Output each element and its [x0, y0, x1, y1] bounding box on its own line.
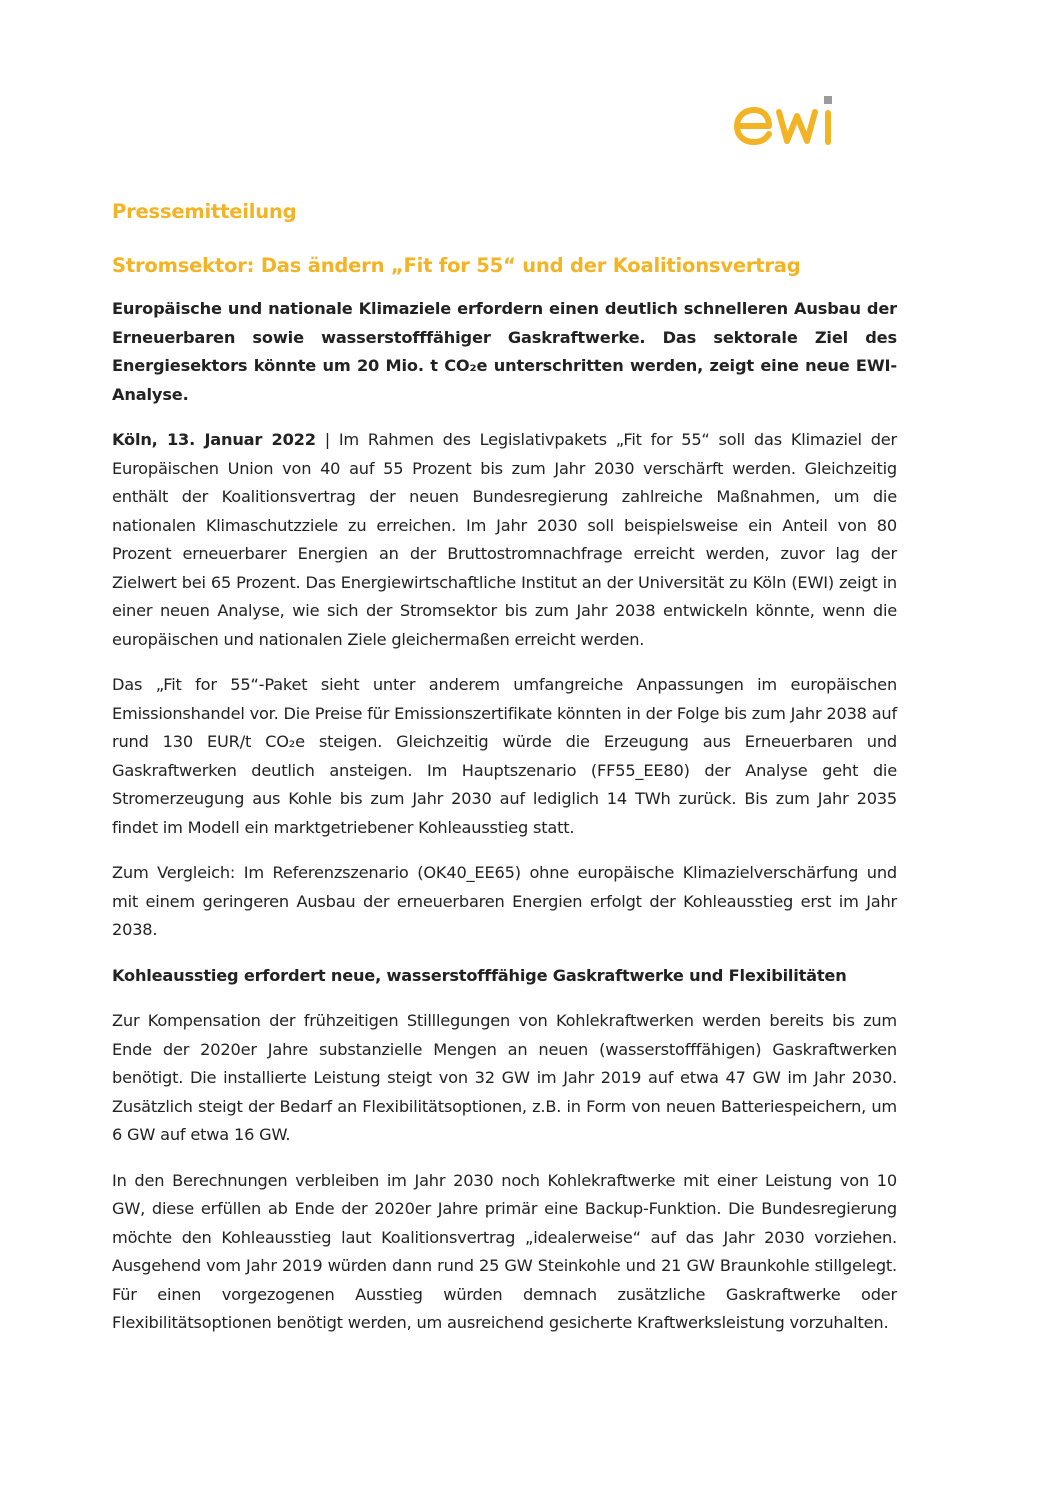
dateline-separator: | [315, 430, 339, 449]
body-paragraph: Zum Vergleich: Im Referenzszenario (OK40_EE65) ohne europäische Klimazielverschärfung und mit einem geringeren Ausbau der erneuerbaren Energien erfolgt der Kohleausstieg erst im Jahr 2038. [112, 863, 897, 939]
press-release-body [112, 200, 897, 1355]
body-paragraph: Das „Fit for 55“-Paket sieht unter anderem umfangreiche Anpassungen im europäischen Emissionshandel vor. Die Preise für Emissionszertifikate könnten in der Folge bis zum Jahr 2038 auf rund 130 EUR/t CO₂e steigen. Gleichzeitig würde die Erzeugung aus Erneuerbaren und Gaskraftwerken deutlich ansteigen. Im Hauptszenario (FF55_EE80) der Analyse geht die Stromerzeugung aus Kohle bis zum Jahr 2030 auf lediglich 14 TWh zurück. Bis zum Jahr 2035 findet im Modell ein marktgetriebener Kohleausstieg statt. [112, 675, 897, 837]
intro-paragraph [112, 426, 897, 654]
ewi-logo [733, 86, 873, 156]
intro-text: Im Rahmen des Legislativpakets „Fit for 55“ soll das Klimaziel der Europäischen Union von 40 auf 55 Prozent bis zum Jahr 2030 verschärft werden. Gleichzeitig enthält der Koalitionsvertrag der neuen Bundesregierung zahlreiche Maßnahmen, um die nationalen Klimaschutzziele zu erreichen. Im Jahr 2030 soll beispielsweise ein Anteil von 80 Prozent erneuerbarer Energien an der Bruttostromnachfrage erreicht werden, zuvor lag der Zielwert bei 65 Prozent. Das Energiewirtschaftliche Institut an der Universität zu Köln (EWI) zeigt in einer neuen Analyse, wie sich der Stromsektor bis zum Jahr 2038 entwickeln könnte, wenn die europäischen und nationalen Ziele gleichermaßen erreicht werden. [112, 430, 897, 649]
document-type-label: Pressemitteilung [112, 200, 297, 223]
ewi-logo-mark [733, 86, 873, 156]
section-subheading: Kohleausstieg erfordert neue, wasserstofffähige Gaskraftwerke und Flexibilitäten [112, 965, 847, 985]
body-paragraph: In den Berechnungen verbleiben im Jahr 2030 noch Kohlekraftwerke mit einer Leistung von 10 GW, diese erfüllen ab Ende der 2020er Jahre primär eine Backup-Funktion. Die Bundesregierung möchte den Kohleausstieg laut Koalitionsvertrag „idealerweise“ auf das Jahr 2030 vorziehen. Ausgehend vom Jahr 2019 würden dann rund 25 GW Steinkohle und 21 GW Braunkohle stillgelegt. Für einen vorgezogenen Ausstieg würden demnach zusätzliche Gaskraftwerke oder Flexibilitätsoptionen benötigt werden, um ausreichend gesicherte Kraftwerksleistung vorzuhalten. [112, 1170, 897, 1332]
body-paragraph: Zur Kompensation der frühzeitigen Stilllegungen von Kohlekraftwerken werden bereits bis zum Ende der 2020er Jahre substanzielle Mengen an neuen (wasserstofffähigen) Gaskraftwerken benötigt. Die installierte Leistung steigt von 32 GW im Jahr 2019 auf etwa 47 GW im Jahr 2030. Zusätzlich steigt der Bedarf an Flexibilitätsoptionen, z.B. in Form von neuen Batteriespeichern, um 6 GW auf etwa 16 GW. [112, 1011, 897, 1144]
lead-paragraph: Europäische und nationale Klimaziele erfordern einen deutlich schnelleren Ausbau der Erneuerbaren sowie wasserstofffähiger Gaskraftwerke. Das sektorale Ziel des Energiesektors könnte um 20 Mio. t CO₂e unterschritten werden, zeigt eine neue EWI-Analyse. [112, 299, 897, 404]
headline: Stromsektor: Das ändern „Fit for 55“ und der Koalitionsvertrag [112, 254, 801, 277]
dateline: Köln, 13. Januar 2022 [112, 430, 316, 449]
